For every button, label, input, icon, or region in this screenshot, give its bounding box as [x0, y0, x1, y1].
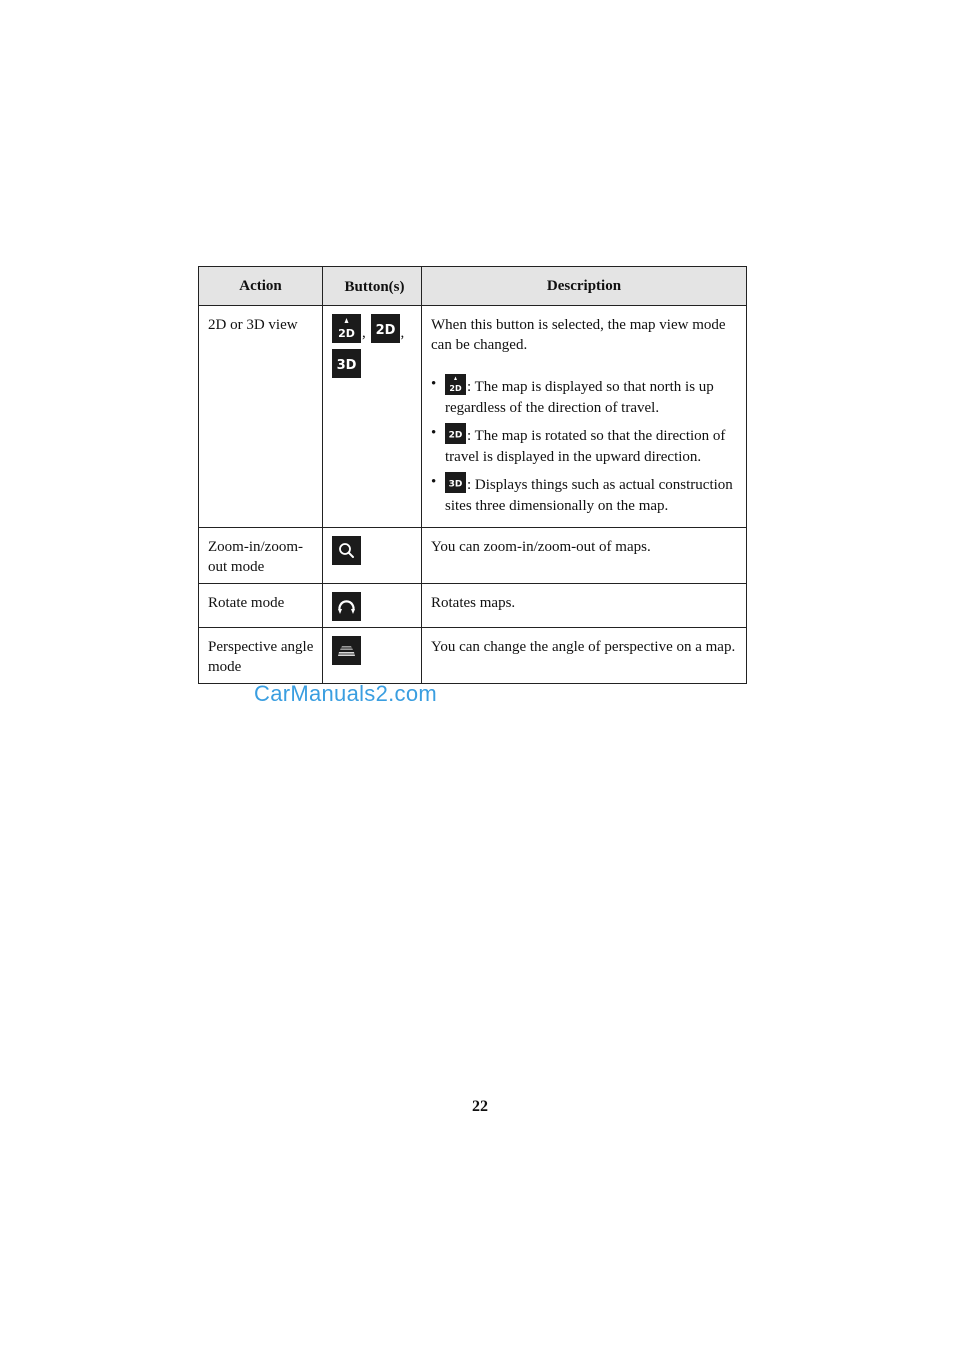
2d-north-up-icon [332, 314, 361, 343]
3d-view-icon [445, 472, 466, 493]
description-cell [422, 306, 747, 528]
svg-text:2D: 2D [448, 430, 463, 441]
magnifier-icon [332, 536, 361, 565]
header-description: Description [422, 267, 747, 306]
action-cell: Zoom-in/zoom-out mode [199, 528, 323, 584]
description-cell: You can zoom-in/zoom-out of maps. [422, 528, 747, 584]
perspective-icon [332, 636, 361, 665]
rotate-icon [332, 592, 361, 621]
list-item [431, 472, 738, 517]
action-cell: Perspective angle mode [199, 628, 323, 684]
svg-text:3D: 3D [336, 358, 357, 373]
buttons-cell [323, 628, 422, 684]
table-row [199, 584, 747, 628]
bullet: • [431, 474, 437, 490]
table-header-row [199, 267, 747, 306]
2d-north-up-icon [445, 374, 466, 395]
action-cell: Rotate mode [199, 584, 323, 628]
svg-text:2D: 2D [375, 323, 395, 338]
bullet: • [431, 425, 437, 441]
page-number: 22 [472, 1098, 488, 1115]
list-item-text: : Displays things such as actual construction sites three dimensionally on the map. [445, 477, 733, 514]
description-cell: You can change the angle of perspective on a map. [422, 628, 747, 684]
buttons-cell [323, 528, 422, 584]
list-item-text: : The map is displayed so that north is up regardless of the direction of travel. [445, 379, 714, 416]
action-cell: 2D or 3D view [199, 306, 323, 528]
svg-text:2D: 2D [449, 384, 462, 393]
svg-text:3D: 3D [448, 479, 463, 490]
header-action: Action [199, 267, 323, 306]
button-reference-table [198, 266, 747, 684]
list-item [431, 423, 738, 468]
icon-separator: , [362, 325, 366, 341]
description-cell: Rotates maps. [422, 584, 747, 628]
table-row [199, 528, 747, 584]
mode-list [431, 374, 738, 517]
svg-text:2D: 2D [338, 327, 355, 340]
buttons-cell [323, 584, 422, 628]
table-row [199, 628, 747, 684]
2d-heading-up-icon [371, 314, 400, 343]
table-row [199, 306, 747, 528]
list-item [431, 374, 738, 419]
header-buttons: Button(s) [323, 267, 422, 306]
bullet: • [431, 376, 437, 392]
description-text: When this button is selected, the map view mode can be changed. [431, 317, 726, 353]
watermark-logo: CarManuals2.com [254, 681, 438, 706]
list-item-text: : The map is rotated so that the direction of travel is displayed in the upward direction. [445, 428, 726, 465]
buttons-cell [323, 306, 422, 528]
icon-separator: , [400, 325, 405, 341]
3d-view-icon [332, 349, 361, 378]
2d-heading-up-icon [445, 423, 466, 444]
